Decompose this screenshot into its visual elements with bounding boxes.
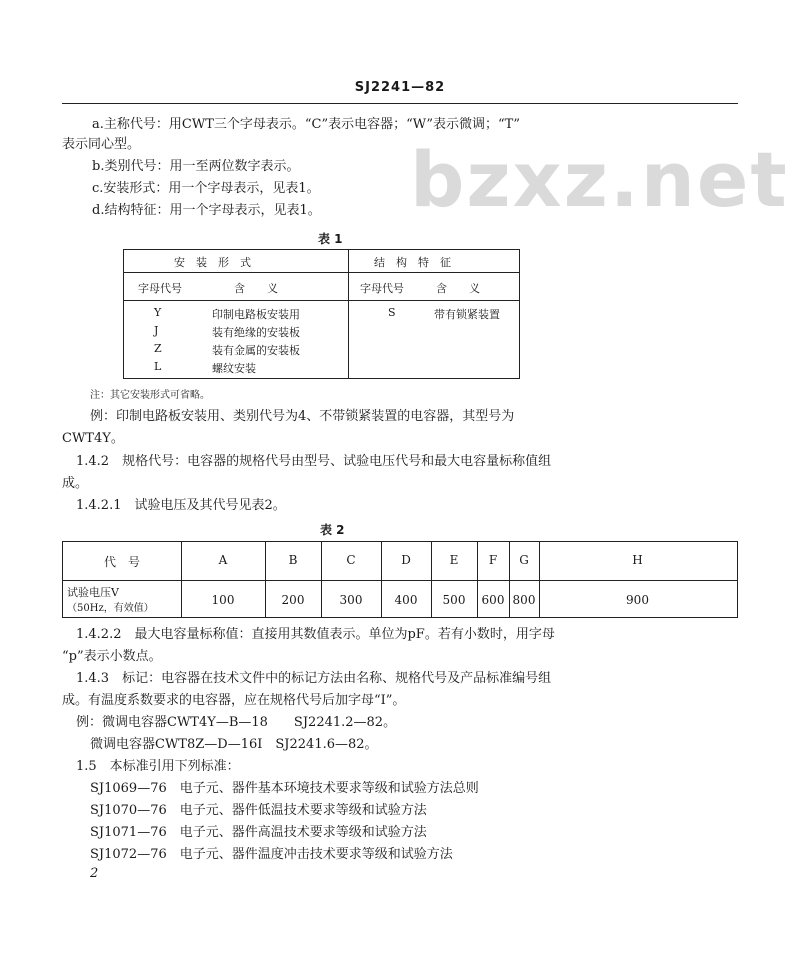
section-1-4-2-line1: 1.4.2 规格代号：电容器的规格代号由型号、试验电压代号和最大电容量标称值组 [76, 454, 552, 469]
section-1-4-3-line2: 成。有温度系数要求的电容器，应在规格代号后加字母“I”。 [62, 693, 406, 708]
table1-code: S [388, 306, 396, 319]
page-number: 2 [90, 866, 99, 881]
table2-code: B [288, 553, 298, 567]
reference-item: SJ1070—76 电子元、器件低温技术要求等级和试验方法 [90, 803, 427, 818]
table2-voltage: 500 [442, 593, 466, 607]
table2-code: A [218, 553, 228, 567]
standard-header: SJ2241—82 [354, 80, 446, 95]
table1-meaning: 印制电路板安装用 [212, 308, 300, 321]
item-b: b.类别代号：用一至两位数字表示。 [92, 159, 300, 174]
section-1-4-2-2-line1: 1.4.2.2 最大电容量标称值：直接用其数值表示。单位为pF。若有小数时，用字母 [76, 627, 555, 642]
table1-group-install: 安 装 形 式 [174, 256, 251, 269]
reference-item: SJ1071—76 电子元、器件高温技术要求等级和试验方法 [90, 825, 427, 840]
section-1-4-2-line2: 成。 [62, 476, 89, 491]
table1-col-meaning: 含 义 [436, 282, 480, 295]
table1-note: 注：其它安装形式可省略。 [90, 390, 210, 401]
table1-meaning: 装有金属的安装板 [212, 344, 300, 357]
example2-line1: 例：微调电容器CWT4Y—B—18 SJ2241.2—82。 [76, 715, 397, 730]
item-a-line1: a.主称代号：用CWT三个字母表示。“C”表示电容器；“W”表示微调；“T” [92, 117, 520, 132]
table2-row-label-unit: （50Hz，有效值） [67, 603, 154, 614]
item-d: d.结构特征：用一个字母表示，见表1。 [92, 203, 321, 218]
table1-caption: 表 1 [318, 232, 343, 246]
table2-voltage: 400 [394, 593, 418, 607]
table2-caption: 表 2 [320, 523, 345, 537]
section-1-5: 1.5 本标准引用下列标准： [76, 759, 240, 774]
table2-row-label: 试验电压V [67, 586, 119, 599]
table2-voltage: 900 [626, 593, 649, 607]
table1-meaning: 螺纹安装 [212, 362, 256, 375]
reference-item: SJ1069—76 电子元、器件基本环境技术要求等级和试验方法总则 [90, 781, 479, 796]
table2-rule [63, 580, 737, 581]
table2-code: H [632, 553, 643, 567]
watermark: bzxz.net [410, 135, 789, 224]
table1-col-meaning: 含 义 [234, 282, 278, 295]
table1-col-code: 字母代号 [138, 282, 182, 295]
table1-divider [348, 250, 349, 378]
table2-voltage: 200 [281, 593, 305, 607]
table2-code: C [346, 553, 356, 567]
table1-code: J [154, 324, 159, 337]
example1-line2: CWT4Y。 [62, 431, 124, 446]
example2-line2: 微调电容器CWT8Z—D—16I SJ2241.6—82。 [90, 737, 378, 752]
example1-line1: 例：印制电路板安装用、类别代号为4、不带锁紧装置的电容器，其型号为 [90, 409, 515, 424]
reference-item: SJ1072—76 电子元、器件温度冲击技术要求等级和试验方法 [90, 847, 453, 862]
table1-code: Y [154, 306, 162, 319]
table1-rule [124, 300, 519, 301]
section-1-4-2-1: 1.4.2.1 试验电压及其代号见表2。 [76, 498, 286, 513]
table2-voltage: 600 [481, 593, 505, 607]
header-rule [62, 103, 738, 104]
table2 [62, 541, 738, 618]
item-a-line2: 表示同心型。 [62, 137, 141, 152]
table1-meaning: 带有锁紧装置 [434, 308, 500, 321]
table2-header-label: 代 号 [103, 555, 140, 569]
table2-voltage: 300 [339, 593, 363, 607]
table1 [123, 249, 520, 379]
table2-voltage: 800 [512, 593, 536, 607]
table1-group-structure: 结 构 特 征 [374, 256, 451, 269]
table2-voltage: 100 [211, 593, 235, 607]
item-c: c.安装形式：用一个字母表示，见表1。 [92, 181, 320, 196]
section-1-4-2-2-line2: “p”表示小数点。 [62, 649, 162, 664]
table1-code: Z [154, 342, 162, 355]
table2-code: G [519, 553, 529, 567]
table1-meaning: 装有绝缘的安装板 [212, 326, 300, 339]
table2-code: F [488, 553, 498, 567]
table1-code: L [154, 360, 162, 373]
table2-code: D [401, 553, 411, 567]
table2-code: E [449, 553, 459, 567]
section-1-4-3-line1: 1.4.3 标记：电容器在技术文件中的标记方法由名称、规格代号及产品标准编号组 [76, 671, 552, 686]
table1-rule [124, 272, 519, 273]
table1-col-code: 字母代号 [360, 282, 404, 295]
